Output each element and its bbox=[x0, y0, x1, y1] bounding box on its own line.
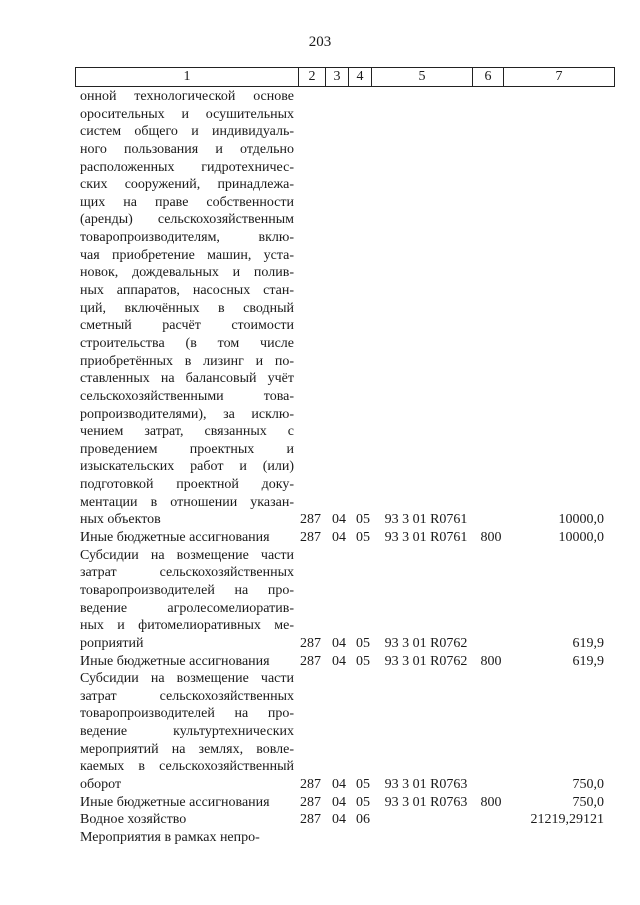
table-row bbox=[0, 547, 640, 565]
description-cell: затрат сельскохозяйственных bbox=[80, 565, 294, 581]
description-cell: оросительных и осушительных bbox=[80, 106, 294, 122]
table-row bbox=[0, 264, 640, 282]
table-row bbox=[0, 423, 640, 441]
table-row bbox=[0, 176, 640, 194]
section-cell: 04 bbox=[332, 653, 346, 669]
section-cell: 04 bbox=[332, 512, 346, 528]
table-row bbox=[0, 317, 640, 335]
ministry-code-cell: 287 bbox=[300, 512, 321, 528]
table-row bbox=[0, 511, 640, 529]
subsection-cell: 05 bbox=[356, 776, 370, 792]
table-row bbox=[0, 247, 640, 265]
table-row bbox=[0, 635, 640, 653]
table-row bbox=[0, 653, 640, 671]
description-cell: ских сооружений, принадлежа- bbox=[80, 177, 294, 193]
subsection-cell: 05 bbox=[356, 635, 370, 651]
target-article-cell: 93 3 01 R0762 bbox=[384, 635, 468, 651]
amount-cell: 750,0 bbox=[572, 776, 604, 792]
section-cell: 04 bbox=[332, 794, 346, 810]
expense-type-cell: 800 bbox=[480, 530, 502, 546]
table-row bbox=[0, 282, 640, 300]
description-cell: подготовкой проектной доку- bbox=[80, 477, 294, 493]
amount-cell: 10000,0 bbox=[558, 512, 604, 528]
description-cell: Иные бюджетные ассигнования bbox=[80, 653, 270, 669]
description-cell: ропроизводителями), за исклю- bbox=[80, 406, 294, 422]
table-row bbox=[0, 811, 640, 829]
table-row bbox=[0, 159, 640, 177]
budget-table-body bbox=[0, 88, 640, 847]
description-cell: ставленных на балансовый учёт bbox=[80, 371, 294, 387]
target-article-cell: 93 3 01 R0762 bbox=[384, 653, 468, 669]
table-row bbox=[0, 529, 640, 547]
description-cell: новок, дождевальных и полив- bbox=[80, 265, 294, 281]
header-col-5: 5 bbox=[372, 68, 473, 87]
description-cell: расположенных гидротехничес- bbox=[80, 159, 294, 175]
column-header-table bbox=[75, 67, 615, 87]
table-row bbox=[0, 335, 640, 353]
description-cell: ведение культуртехнических bbox=[80, 724, 294, 740]
amount-cell: 21219,29121 bbox=[530, 812, 604, 828]
description-cell: товаропроизводителей на про- bbox=[80, 706, 294, 722]
ministry-code-cell: 287 bbox=[300, 812, 321, 828]
target-article-cell: 93 3 01 R0763 bbox=[384, 776, 468, 792]
section-cell: 04 bbox=[332, 635, 346, 651]
table-row bbox=[0, 582, 640, 600]
ministry-code-cell: 287 bbox=[300, 530, 321, 546]
description-cell: Мероприятия в рамках непро- bbox=[80, 829, 260, 845]
description-cell: изыскательских работ и (или) bbox=[80, 459, 294, 475]
section-cell: 04 bbox=[332, 530, 346, 546]
description-cell: ных аппаратов, насосных стан- bbox=[80, 283, 294, 299]
description-cell: сельскохозяйственными това- bbox=[80, 388, 294, 404]
description-cell: чая приобретение машин, уста- bbox=[80, 247, 294, 263]
header-col-1: 1 bbox=[76, 68, 299, 87]
description-cell: ведение агролесомелиоратив- bbox=[80, 600, 294, 616]
header-col-6: 6 bbox=[473, 68, 504, 87]
amount-cell: 619,9 bbox=[572, 653, 604, 669]
description-cell: каемых в сельскохозяйственный bbox=[80, 759, 294, 775]
table-row bbox=[0, 370, 640, 388]
description-cell: товаропроизводителей на про- bbox=[80, 582, 294, 598]
table-row bbox=[0, 229, 640, 247]
section-cell: 04 bbox=[332, 812, 346, 828]
table-row bbox=[0, 441, 640, 459]
description-cell: чением затрат, связанных с bbox=[80, 424, 294, 440]
table-row bbox=[0, 723, 640, 741]
table-row bbox=[0, 476, 640, 494]
table-row bbox=[0, 123, 640, 141]
header-col-4: 4 bbox=[349, 68, 372, 87]
table-row bbox=[0, 741, 640, 759]
table-row bbox=[0, 458, 640, 476]
header-col-3: 3 bbox=[326, 68, 349, 87]
table-row bbox=[0, 670, 640, 688]
description-cell: ного пользования и отдельно bbox=[80, 141, 294, 157]
target-article-cell: 93 3 01 R0763 bbox=[384, 794, 468, 810]
description-cell: ций, включённых в сводный bbox=[80, 300, 294, 316]
table-row bbox=[0, 211, 640, 229]
subsection-cell: 06 bbox=[356, 812, 370, 828]
description-cell: приобретённых в лизинг и по- bbox=[80, 353, 294, 369]
header-col-2: 2 bbox=[299, 68, 326, 87]
description-cell: роприятий bbox=[80, 635, 144, 651]
table-row bbox=[0, 829, 640, 847]
target-article-cell: 93 3 01 R0761 bbox=[384, 512, 468, 528]
subsection-cell: 05 bbox=[356, 512, 370, 528]
table-row bbox=[0, 600, 640, 618]
header-col-7: 7 bbox=[504, 68, 615, 87]
table-row bbox=[0, 388, 640, 406]
ministry-code-cell: 287 bbox=[300, 776, 321, 792]
target-article-cell: 93 3 01 R0761 bbox=[384, 530, 468, 546]
description-cell: строительства (в том числе bbox=[80, 335, 294, 351]
ministry-code-cell: 287 bbox=[300, 794, 321, 810]
amount-cell: 619,9 bbox=[572, 635, 604, 651]
table-row bbox=[0, 494, 640, 512]
description-cell: оборот bbox=[80, 776, 122, 792]
table-row bbox=[0, 688, 640, 706]
description-cell: систем общего и индивидуаль- bbox=[80, 124, 294, 140]
amount-cell: 10000,0 bbox=[558, 530, 604, 546]
section-cell: 04 bbox=[332, 776, 346, 792]
expense-type-cell: 800 bbox=[480, 653, 502, 669]
description-cell: ментации в отношении указан- bbox=[80, 494, 294, 510]
description-cell: сметный расчёт стоимости bbox=[80, 318, 294, 334]
ministry-code-cell: 287 bbox=[300, 653, 321, 669]
amount-cell: 750,0 bbox=[572, 794, 604, 810]
description-cell: товаропроизводителям, вклю- bbox=[80, 230, 294, 246]
table-row bbox=[0, 300, 640, 318]
description-cell: затрат сельскохозяйственных bbox=[80, 688, 294, 704]
table-row bbox=[0, 758, 640, 776]
description-cell: щих на праве собственности bbox=[80, 194, 294, 210]
table-row bbox=[0, 141, 640, 159]
expense-type-cell: 800 bbox=[480, 794, 502, 810]
table-row bbox=[0, 406, 640, 424]
description-cell: Водное хозяйство bbox=[80, 812, 187, 828]
description-cell: ных объектов bbox=[80, 512, 161, 528]
table-row bbox=[0, 106, 640, 124]
table-row bbox=[0, 353, 640, 371]
table-row bbox=[0, 564, 640, 582]
table-row bbox=[0, 88, 640, 106]
page-number: 203 bbox=[308, 34, 332, 50]
subsection-cell: 05 bbox=[356, 794, 370, 810]
subsection-cell: 05 bbox=[356, 530, 370, 546]
description-cell: Субсидии на возмещение части bbox=[80, 671, 294, 687]
description-cell: Субсидии на возмещение части bbox=[80, 547, 294, 563]
ministry-code-cell: 287 bbox=[300, 635, 321, 651]
subsection-cell: 05 bbox=[356, 653, 370, 669]
table-row bbox=[0, 194, 640, 212]
table-row bbox=[0, 794, 640, 812]
description-cell: проведением проектных и bbox=[80, 441, 294, 457]
description-cell: ных и фитомелиоративных ме- bbox=[80, 618, 294, 634]
table-row bbox=[0, 705, 640, 723]
description-cell: Иные бюджетные ассигнования bbox=[80, 794, 270, 810]
table-row bbox=[0, 617, 640, 635]
description-cell: онной технологической основе bbox=[80, 89, 294, 104]
description-cell: Иные бюджетные ассигнования bbox=[80, 530, 270, 546]
description-cell: (аренды) сельскохозяйственным bbox=[80, 212, 294, 228]
description-cell: мероприятий на землях, вовле- bbox=[80, 741, 294, 757]
table-row bbox=[0, 776, 640, 794]
